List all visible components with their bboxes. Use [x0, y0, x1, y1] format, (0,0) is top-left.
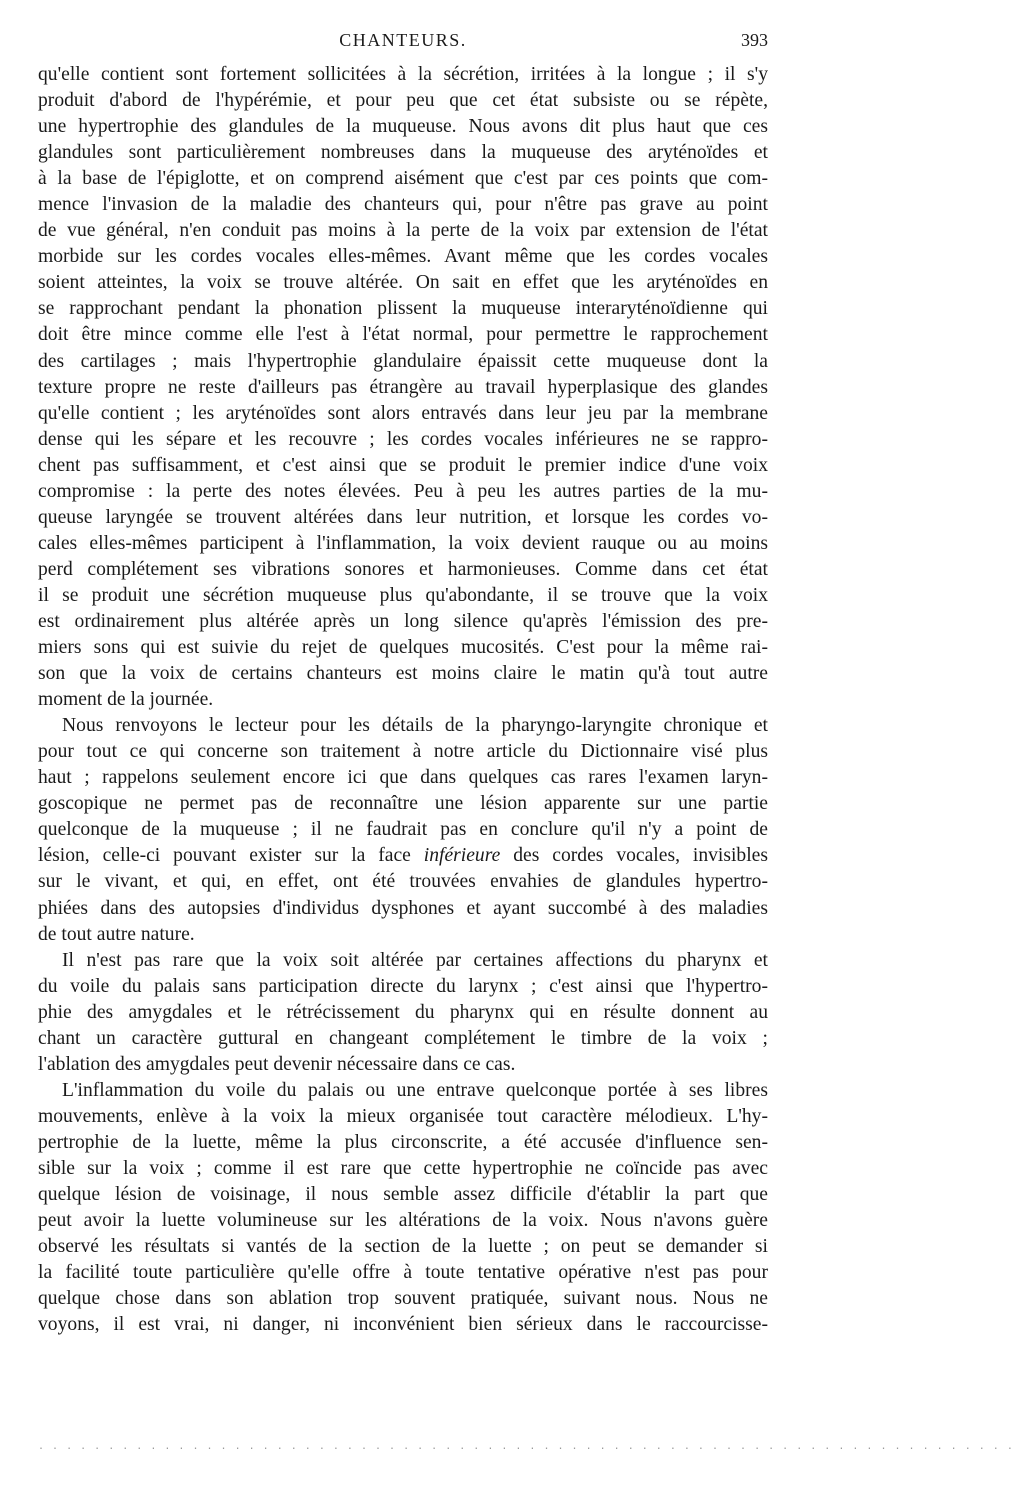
faded-footer-text: . . . . . . . . . . . . . . . . . . . . . . . . . . . . . . . . . . . . . . . . . . . . . . . . . . . . . . . . . . . . . . . . . . . . . .: [38, 1441, 1014, 1452]
text-line: dense qui les sépare et les recouvre ; les cordes vocales inférieures ne se rappro-: [38, 428, 768, 450]
text-line: son que la voix de certains chanteurs est moins claire le matin qu'à tout autre: [38, 663, 768, 685]
text-line: il se produit une sécrétion muqueuse plus qu'abondante, il se trouve que la voix: [38, 584, 768, 606]
text-line: miers sons qui est suivie du rejet de quelques mucosités. C'est pour la même rai-: [38, 637, 768, 659]
text-line: cales elles-mêmes participent à l'inflammation, la voix devient rauque ou au moins: [38, 532, 768, 554]
text-line: mouvements, enlève à la voix la mieux organisée tout caractère mélodieux. L'hy-: [38, 1105, 768, 1127]
text-line: du voile du palais sans participation directe du larynx ; c'est ainsi que l'hypertro-: [38, 975, 768, 997]
text-line: l'ablation des amygdales peut devenir nécessaire dans ce cas.: [38, 1053, 516, 1075]
text-line: qu'elle contient sont fortement sollicitées à la sécrétion, irritées à la longue ; il s'y: [38, 64, 768, 85]
text-line: pertrophie de la luette, même la plus circonscrite, a été accusée d'influence sen-: [38, 1131, 768, 1153]
text-line: chent pas suffisamment, et c'est ainsi que se produit le premier indice d'une voix: [38, 454, 768, 476]
text-line: doit être mince comme elle l'est à l'état normal, pour permettre le rapprochement: [38, 324, 768, 346]
text-line: phie des amygdales et le rétrécissement du pharynx qui en résulte donnent au: [38, 1001, 768, 1023]
text-line: mence l'invasion de la maladie des chanteurs qui, pour n'être pas grave au point: [38, 194, 768, 216]
text-line: voyons, il est vrai, ni danger, ni inconvénient bien sérieux dans le raccourcisse-: [38, 1314, 768, 1336]
text-line: sur le vivant, et qui, en effet, ont été trouvées envahies de glandules hypertro-: [38, 871, 768, 893]
text-line: est ordinairement plus altérée après un long silence qu'après l'émission des pre-: [38, 610, 768, 632]
text-line: glandules sont particulièrement nombreuses dans la muqueuse des aryténoïdes et: [38, 142, 768, 164]
text-line: L'inflammation du voile du palais ou une entrave quelconque portée à ses libres: [62, 1079, 768, 1101]
text-line: phiées dans des autopsies d'individus dysphones et ayant succombé à des maladies: [38, 897, 768, 919]
text-line: soient atteintes, la voix se trouve altérée. On sait en effet que les aryténoïdes en: [38, 272, 768, 294]
text-line: queuse laryngée se trouvent altérées dans leur nutrition, et lorsque les cordes vo-: [38, 506, 768, 528]
text-line: quelque chose dans son ablation trop souvent pratiquée, suivant nous. Nous ne: [38, 1288, 768, 1310]
text-line: lésion, celle-ci pouvant exister sur la face inférieure des cordes vocales, invisibles: [38, 845, 768, 867]
emphasized-word: inférieure: [423, 845, 501, 867]
text-line: une hypertrophie des glandules de la muqueuse. Nous avons dit plus haut que ces: [38, 116, 768, 138]
text-line: quelque lésion de voisinage, il nous semble assez difficile d'établir la part que: [38, 1184, 768, 1206]
text-line: se rapprochant pendant la phonation plissent la muqueuse interaryténoïdienne qui: [38, 298, 768, 320]
text-line: texture propre ne reste d'ailleurs pas étrangère au travail hyperplasique des glandes: [38, 376, 768, 398]
text-line: perd complétement ses vibrations sonores et harmonieuses. Comme dans cet état: [38, 558, 768, 580]
text-line: des cartilages ; mais l'hypertrophie glandulaire épaissit cette muqueuse dont la: [38, 350, 768, 372]
text-line: qu'elle contient ; les aryténoïdes sont alors entravés dans leur jeu par la membrane: [38, 402, 768, 424]
text-line: chant un caractère guttural en changeant complétement le timbre de la voix ;: [38, 1027, 768, 1049]
text-line: morbide sur les cordes vocales elles-mêmes. Avant même que les cordes vocales: [38, 246, 768, 268]
running-head: [38, 30, 768, 56]
text-line: Nous renvoyons le lecteur pour les détails de la pharyngo-laryngite chronique et: [62, 715, 768, 737]
text-line: goscopique ne permet pas de reconnaître une lésion apparente sur une partie: [38, 793, 768, 815]
text-line: de vue général, n'en conduit pas moins à la perte de la voix par extension de l'état: [38, 220, 768, 242]
body-text: [38, 62, 768, 1338]
text-line: observé les résultats si vantés de la section de la luette ; on peut se demander si: [38, 1236, 768, 1258]
text-line: compromise : la perte des notes élevées. Peu à peu les autres parties de la mu-: [38, 480, 768, 502]
text-line: de tout autre nature.: [38, 923, 195, 945]
text-line: moment de la journée.: [38, 689, 214, 711]
text-line: haut ; rappelons seulement encore ici que dans quelques cas rares l'examen laryn-: [38, 767, 768, 789]
text-line: quelconque de la muqueuse ; il ne faudrait pas en conclure qu'il n'y a point de: [38, 819, 768, 841]
text-line: pour tout ce qui concerne son traitement à notre article du Dictionnaire visé plus: [38, 741, 768, 763]
running-title: CHANTEURS.: [339, 30, 467, 50]
page-number: 393: [741, 30, 768, 50]
text-line: à la base de l'épiglotte, et on comprend aisément que c'est par ces points que com-: [38, 168, 768, 190]
text-line: la facilité toute particulière qu'elle offre à toute tentative opérative n'est pas pour: [38, 1262, 768, 1284]
text-line: produit d'abord de l'hypérémie, et pour peu que cet état subsiste ou se répète,: [38, 90, 768, 112]
text-line: sible sur la voix ; comme il est rare que cette hypertrophie ne coïncide pas avec: [38, 1157, 768, 1179]
text-line: Il n'est pas rare que la voix soit altérée par certaines affections du pharynx et: [62, 949, 768, 971]
text-line: peut avoir la luette volumineuse sur les altérations de la voix. Nous n'avons guère: [38, 1210, 768, 1232]
